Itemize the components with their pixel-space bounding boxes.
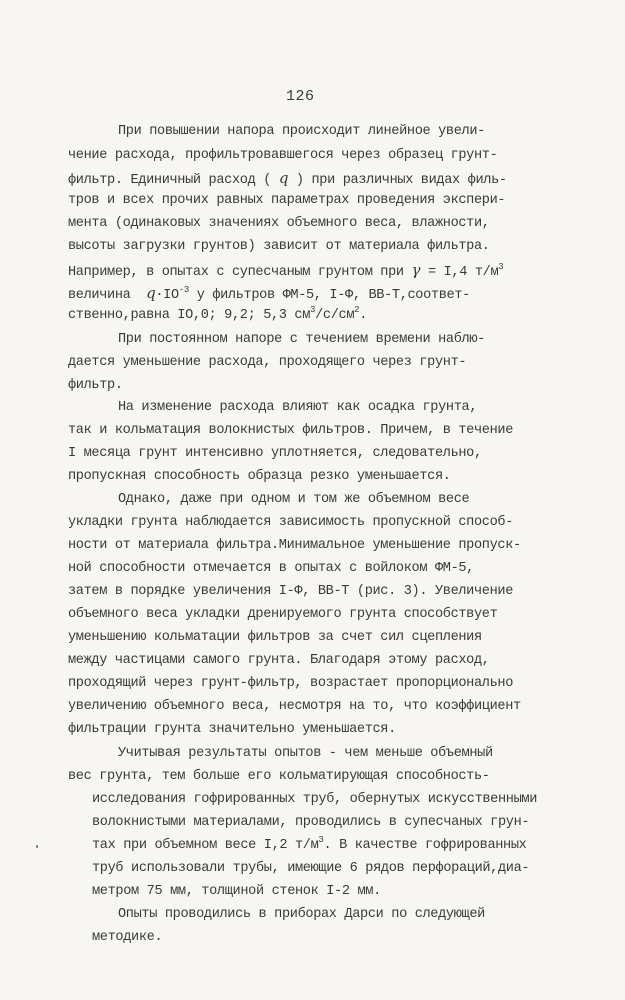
text-line: тров и всех прочих равных параметрах проведения экспери- [68,193,506,208]
page-number: 126 [286,88,315,105]
text-line: дается уменьшение расхода, проходящего через грунт- [68,355,467,370]
text-line: волокнистыми материалами, проводились в супесчаных грун- [92,815,530,830]
text-line: увеличению объемного веса, несмотря на то, что коэффициент [68,699,521,714]
text-line: методике. [92,930,163,945]
text-line: высоты загрузки грунтов) зависит от материала фильтра. [68,239,490,254]
text-line: фильтр. Единичный расход ( q ) при различных видах филь- [68,169,507,188]
text-line: ной способности отмечается в опытах с войлоком ФМ-5, [68,561,474,576]
text-line: между частицами самого грунта. Благодаря этому расход, [68,653,490,668]
text-line: затем в порядке увеличения I-Ф, ВВ-Т (рис. 3). Увеличение [68,584,514,599]
text-line: метром 75 мм, толщиной стенок I-2 мм. [92,884,381,899]
text-line: проходящий через грунт-фильтр, возрастает пропорционально [68,676,514,691]
text-line: При повышении напора происходит линейное увели- [118,124,485,139]
text-line: укладки грунта наблюдается зависимость пропускной способ- [68,515,514,530]
text-line: объемного веса укладки дренируемого грунта способствует [68,607,498,622]
text-line: Опыты проводились в приборах Дарси по следующей [118,907,485,922]
text-line: Учитывая результаты опытов - чем меньше объемный [118,746,493,761]
text-line: мента (одинаковых значениях объемного веса, влажности, [68,216,490,231]
text-line: Например, в опытах с супесчаным грунтом при γ = I,4 $т/м^3$ [68,261,504,280]
text-line: При постоянном напоре с течением времени наблю- [118,332,485,347]
text-line: чение расхода, профильтровавшегося через образец грунт- [68,148,498,163]
text-line: величина $q\cdot IO^{-3}$ у фильтров ФМ-5, I-Ф, ВВ-Т,соответ- [68,284,470,303]
text-line: тах при объемном весе I,2 $т/м^3$. В качестве гофрированных [92,835,527,853]
text-line: пропускная способность образца резко уменьшается. [68,469,451,484]
ink-speck [36,845,38,848]
text-line: фильтрации грунта значительно уменьшается. [68,722,396,737]
text-line: На изменение расхода влияют как осадка грунта, [118,400,478,415]
text-line: ности от материала фильтра.Минимальное уменьшение пропуск- [68,538,521,553]
text-line: вес грунта, тем больше его кольматирующая способность- [68,769,490,784]
formula-symbol: γ [411,261,421,279]
text-line: труб использовали трубы, имеющие 6 рядов перфораций,диа- [92,861,530,876]
formula-symbol: q [278,169,289,187]
text-line: фильтр. [68,378,123,393]
text-line: исследования гофрированных труб, обернутых искусственными [92,792,538,807]
formula-symbol: q [146,284,156,302]
text-line: так и кольматация волокнистых фильтров. Причем, в течение [68,423,514,438]
text-line: I месяца грунт интенсивно уплотняется, следовательно, [68,446,482,461]
text-line: Однако, даже при одном и том же объемном весе [118,492,470,507]
text-line: ственно,равна IO,0; 9,2; 5,3 $см^3/с/см^2$. [68,305,368,323]
text-line: уменьшению кольматации фильтров за счет сил сцепления [68,630,482,645]
